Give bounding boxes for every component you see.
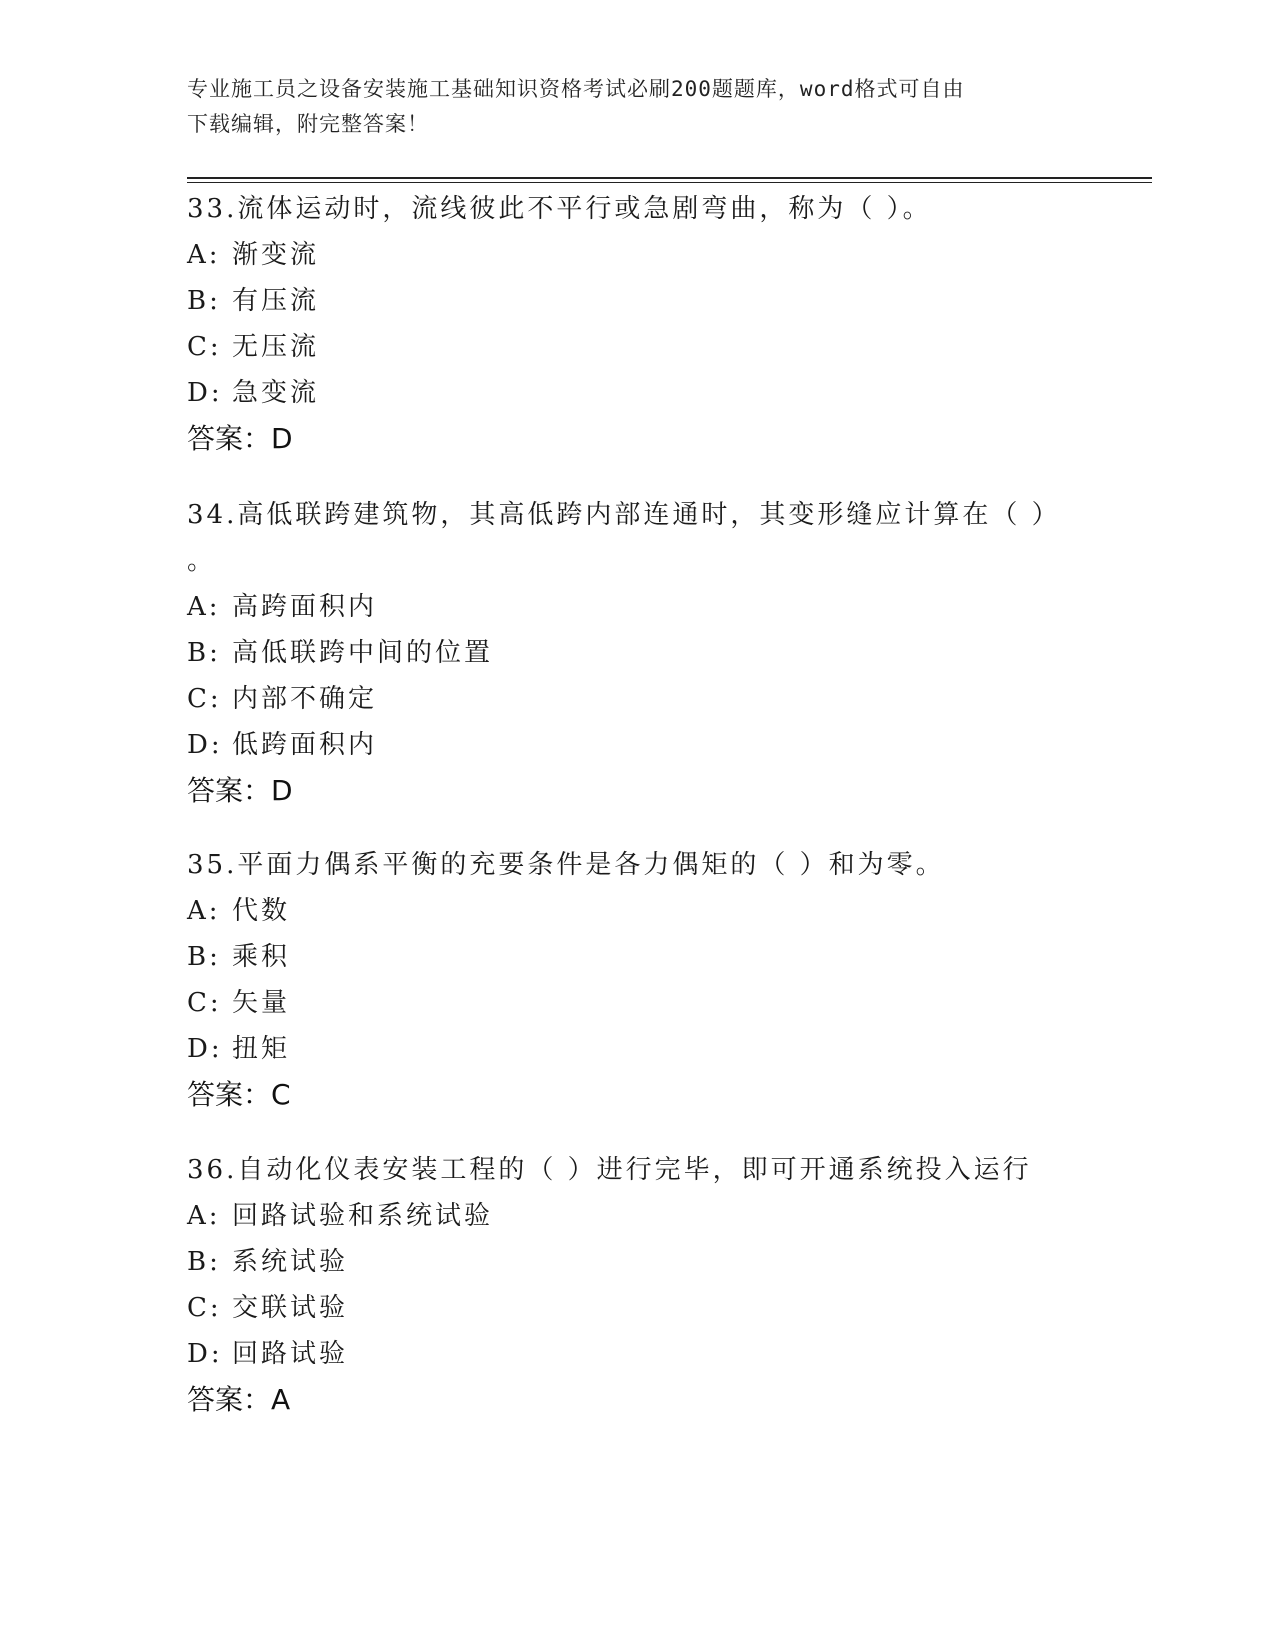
option-text: 渐变流 bbox=[232, 240, 320, 270]
option-text: 高跨面积内 bbox=[232, 592, 378, 622]
option-text: 代数 bbox=[232, 896, 291, 926]
option-text: 交联试验 bbox=[232, 1293, 349, 1323]
answer: 答案：C bbox=[187, 1078, 291, 1111]
option-key: A: bbox=[187, 896, 221, 926]
option-text: 矢量 bbox=[232, 988, 291, 1018]
question-34 bbox=[187, 492, 1087, 814]
answer: 答案：D bbox=[187, 774, 293, 807]
option-key: A: bbox=[187, 592, 221, 622]
option-a bbox=[187, 584, 1087, 630]
option-key: A: bbox=[187, 1201, 221, 1231]
option-text: 乘积 bbox=[232, 942, 291, 972]
option-key: D: bbox=[187, 730, 223, 760]
option-c bbox=[187, 324, 1087, 370]
option-text: 高低联跨中间的位置 bbox=[232, 638, 494, 668]
header-line-1: 专业施工员之设备安装施工基础知识资格考试必刷200题题库，word格式可自由 bbox=[187, 77, 965, 101]
option-key: A: bbox=[187, 240, 221, 270]
option-c bbox=[187, 676, 1087, 722]
option-b bbox=[187, 934, 1087, 980]
option-key: D: bbox=[187, 378, 223, 408]
question-36 bbox=[187, 1147, 1087, 1423]
option-key: D: bbox=[187, 1034, 223, 1064]
option-key: C: bbox=[187, 1293, 222, 1323]
option-d bbox=[187, 370, 1087, 416]
option-key: C: bbox=[187, 332, 222, 362]
option-text: 回路试验 bbox=[232, 1339, 349, 1369]
option-b bbox=[187, 1239, 1087, 1285]
question-stem: 33.流体运动时，流线彼此不平行或急剧弯曲，称为（ ）。 bbox=[187, 194, 932, 224]
option-a bbox=[187, 888, 1087, 934]
question-stem: 35.平面力偶系平衡的充要条件是各力偶矩的（ ）和为零。 bbox=[187, 850, 945, 880]
option-a bbox=[187, 1193, 1087, 1239]
option-key: B: bbox=[187, 942, 221, 972]
option-a bbox=[187, 232, 1087, 278]
option-text: 急变流 bbox=[232, 378, 320, 408]
header-line-2: 下载编辑，附完整答案！ bbox=[187, 112, 429, 136]
question-33 bbox=[187, 186, 1087, 462]
option-b bbox=[187, 278, 1087, 324]
question-stem-continued: 。 bbox=[187, 546, 217, 576]
option-d bbox=[187, 722, 1087, 768]
option-c bbox=[187, 1285, 1087, 1331]
option-text: 内部不确定 bbox=[232, 684, 378, 714]
option-key: C: bbox=[187, 988, 222, 1018]
option-key: B: bbox=[187, 1247, 221, 1277]
question-35 bbox=[187, 842, 1087, 1118]
option-text: 扭矩 bbox=[232, 1034, 291, 1064]
option-c bbox=[187, 980, 1087, 1026]
answer: 答案：A bbox=[187, 1383, 291, 1416]
option-d bbox=[187, 1026, 1087, 1072]
option-d bbox=[187, 1331, 1087, 1377]
option-text: 回路试验和系统试验 bbox=[232, 1201, 494, 1231]
option-text: 有压流 bbox=[232, 286, 320, 316]
document-header bbox=[187, 72, 1087, 142]
option-b bbox=[187, 630, 1087, 676]
question-stem: 34.高低联跨建筑物，其高低跨内部连通时，其变形缝应计算在（ ） bbox=[187, 500, 1061, 530]
header-divider bbox=[187, 177, 1152, 183]
option-key: B: bbox=[187, 286, 221, 316]
option-text: 无压流 bbox=[232, 332, 320, 362]
option-text: 系统试验 bbox=[232, 1247, 349, 1277]
question-stem: 36.自动化仪表安装工程的（ ）进行完毕，即可开通系统投入运行 bbox=[187, 1155, 1032, 1185]
answer: 答案：D bbox=[187, 422, 293, 455]
option-text: 低跨面积内 bbox=[232, 730, 378, 760]
option-key: C: bbox=[187, 684, 222, 714]
option-key: D: bbox=[187, 1339, 223, 1369]
option-key: B: bbox=[187, 638, 221, 668]
